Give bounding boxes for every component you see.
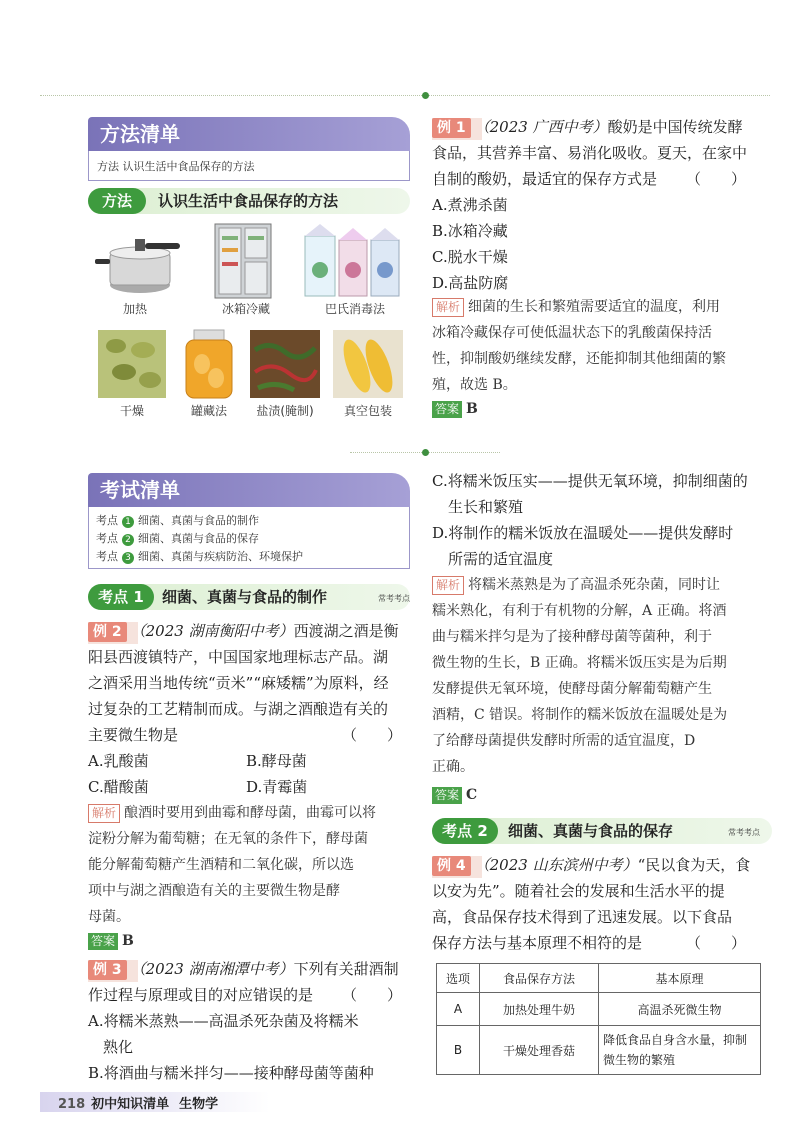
table-cell: 干燥处理香菇 bbox=[480, 1026, 599, 1075]
method-pill-tag: 方法 bbox=[88, 188, 146, 214]
example1-option-a: A.煮沸杀菌 bbox=[432, 196, 508, 214]
example3-stem-1: 作过程与原理或目的对应错误的是 bbox=[88, 986, 314, 1004]
exam-point-3 bbox=[96, 548, 303, 564]
example3-bracket: （ ） bbox=[342, 986, 403, 1004]
example1-stem-0: 酸奶是中国传统发酵 bbox=[607, 118, 743, 136]
answer-value: C bbox=[466, 787, 478, 803]
example3-analysis-6: 了给酵母菌提供发酵时所需的适宜温度，D bbox=[432, 733, 696, 749]
pressure-cooker-icon bbox=[95, 225, 185, 297]
example2-line1 bbox=[88, 618, 418, 644]
example4-bracket: （ ） bbox=[686, 934, 747, 952]
example3-analysis-1: 糯米熟化，有利于有机物的分解，A 正确。将酒 bbox=[432, 603, 727, 619]
example2-stem-1: 阳县西渡镇特产，中国国家地理标志产品。湖 bbox=[88, 648, 389, 666]
exam-point-prefix: 考点 bbox=[96, 550, 118, 563]
example2-option-d: D.青霉菌 bbox=[246, 778, 308, 796]
example1-label: 例 1 bbox=[432, 118, 471, 138]
point1-note: 常考考点 bbox=[378, 594, 410, 603]
example2-stem-3: 过复杂的工艺精制而成。与湖之酒酿造有关的 bbox=[88, 700, 389, 718]
example2-analysis-4: 母菌。 bbox=[88, 909, 130, 925]
example4-stem-0: “民以食为天，食 bbox=[637, 856, 751, 874]
analysis-text: 细菌的生长和繁殖需要适宜的温度，利用 bbox=[468, 299, 721, 315]
example3-option-c-cont: 生长和繁殖 bbox=[448, 498, 524, 516]
middle-divider-dot bbox=[422, 449, 429, 456]
example4-label: 例 4 bbox=[432, 856, 471, 876]
table-row bbox=[437, 1026, 761, 1075]
exam-point-text: 细菌、真菌与疾病防治、环境保护 bbox=[138, 550, 303, 563]
example1-line1 bbox=[432, 114, 772, 140]
example4-stem-2: 高，食品保存技术得到了迅速发展。以下食品 bbox=[432, 908, 733, 926]
analysis-text: 将糯米蒸熟是为了高温杀死杂菌，同时让 bbox=[468, 577, 721, 593]
analysis-label: 解析 bbox=[432, 298, 464, 317]
method-banner-title: 方法清单 bbox=[100, 122, 180, 146]
dried-food-icon bbox=[98, 330, 166, 398]
image-caption: 冰箱冷藏 bbox=[221, 302, 270, 316]
example2-analysis-0 bbox=[88, 800, 376, 826]
image-caption: 盐渍(腌制) bbox=[256, 404, 314, 418]
example1-answer bbox=[432, 396, 478, 422]
image-caption: 干燥 bbox=[119, 404, 144, 418]
example3-analysis-7: 正确。 bbox=[432, 759, 474, 775]
example1-analysis-0 bbox=[432, 294, 720, 320]
example3-stem-0: 下列有关甜酒制 bbox=[293, 960, 399, 978]
exam-point-num: 2 bbox=[122, 534, 134, 546]
image-caption: 罐藏法 bbox=[190, 404, 227, 418]
exam-point-prefix: 考点 bbox=[96, 532, 118, 545]
example3-analysis-5: 酒精，C 错误。将制作的糯米饭放在温暖处是为 bbox=[432, 707, 728, 723]
table-header-cell: 食品保存方法 bbox=[480, 964, 599, 993]
vacuum-packed-corn-icon bbox=[333, 330, 403, 398]
example2-analysis-1: 淀粉分解为葡萄糖；在无氧的条件下，酵母菌 bbox=[88, 831, 368, 847]
example3-option-a: A.将糯米蒸熟——高温杀死杂菌及将糯米 bbox=[88, 1012, 359, 1030]
canned-fruit-jar-icon bbox=[182, 328, 236, 400]
example3-option-d: D.将制作的糯米饭放在温暖处——提供发酵时 bbox=[432, 524, 734, 542]
example3-analysis-0 bbox=[432, 572, 720, 598]
example3-source: （2023 湖南湘潭中考） bbox=[130, 960, 294, 978]
footer bbox=[58, 1093, 218, 1112]
example2-source: （2023 湖南衡阳中考） bbox=[130, 622, 294, 640]
example2-option-a: A.乳酸菌 bbox=[88, 752, 149, 770]
point1-title: 细菌、真菌与食品的制作 bbox=[162, 588, 328, 606]
example2-stem-2: 之酒采用当地传统“贡米”“麻矮糯”为原料，经 bbox=[88, 674, 389, 692]
example1-analysis-3: 殖，故选 B。 bbox=[432, 377, 517, 393]
example4-stem-3: 保存方法与基本原理不相符的是 bbox=[432, 934, 643, 952]
example2-bracket: （ ） bbox=[342, 726, 403, 744]
table-header-row bbox=[437, 964, 761, 993]
method-pill-title: 认识生活中食品保存的方法 bbox=[158, 192, 339, 210]
answer-label: 答案 bbox=[432, 787, 462, 804]
page-number: 218 bbox=[58, 1097, 86, 1112]
example1-source: （2023 广西中考） bbox=[474, 118, 608, 136]
example3-analysis-4: 发酵提供无氧环境，使酵母菌分解葡萄糖产生 bbox=[432, 681, 712, 697]
table-cell: 加热处理牛奶 bbox=[480, 993, 599, 1026]
answer-label: 答案 bbox=[88, 933, 118, 950]
example2-option-b: B.酵母菌 bbox=[246, 752, 307, 770]
salted-vegetables-icon bbox=[250, 330, 320, 398]
exam-banner bbox=[88, 473, 410, 507]
example3-label: 例 3 bbox=[88, 960, 127, 980]
point2-tag: 考点 2 bbox=[432, 818, 498, 844]
example3-answer bbox=[432, 782, 477, 808]
point1-tag: 考点 1 bbox=[88, 584, 154, 610]
example2-label: 例 2 bbox=[88, 622, 127, 642]
image-caption: 真空包装 bbox=[343, 404, 392, 418]
milk-cartons-icon bbox=[303, 222, 403, 298]
top-divider-dot bbox=[422, 92, 429, 99]
example1-option-b: B.冰箱冷藏 bbox=[432, 222, 508, 240]
method-banner bbox=[88, 117, 410, 151]
point2-note: 常考考点 bbox=[728, 828, 760, 837]
example4-table bbox=[436, 963, 761, 1075]
example1-bracket: （ ） bbox=[686, 170, 747, 188]
table-cell: 高温杀死微生物 bbox=[599, 993, 761, 1026]
example2-stem-0: 西渡湖之酒是衡 bbox=[293, 622, 399, 640]
example3-analysis-3: 微生物的生长，B 正确。将糯米饭压实是为后期 bbox=[432, 655, 727, 671]
example1-stem-1: 食品，其营养丰富、易消化吸收。夏天，在家中 bbox=[432, 144, 748, 162]
example2-analysis-2: 能分解葡萄糖产生酒精和二氧化碳，所以选 bbox=[88, 857, 354, 873]
example1-option-d: D.高盐防腐 bbox=[432, 274, 509, 292]
refrigerator-icon bbox=[213, 222, 273, 300]
analysis-label: 解析 bbox=[432, 576, 464, 595]
image-caption: 加热 bbox=[122, 302, 147, 316]
point2-title: 细菌、真菌与食品的保存 bbox=[508, 822, 674, 840]
answer-label: 答案 bbox=[432, 401, 462, 418]
example2-stem-4: 主要微生物是 bbox=[88, 726, 179, 744]
example3-option-d-cont: 所需的适宜温度 bbox=[448, 550, 554, 568]
example1-stem-2: 自制的酸奶，最适宜的保存方式是 bbox=[432, 170, 658, 188]
example4-line1 bbox=[432, 852, 772, 878]
example3-analysis-2: 曲与糯米拌匀是为了接种酵母菌等菌种，利于 bbox=[432, 629, 712, 645]
example3-option-c: C.将糯米饭压实——提供无氧环境，抑制细菌的 bbox=[432, 472, 748, 490]
example1-analysis-1: 冰箱冷藏保存可使低温状态下的乳酸菌保持活 bbox=[432, 325, 712, 341]
example4-source: （2023 山东滨州中考） bbox=[474, 856, 638, 874]
subject: 生物学 bbox=[179, 1097, 219, 1112]
table-cell: B bbox=[437, 1026, 480, 1075]
table-cell: 降低食品自身含水量，抑制微生物的繁殖 bbox=[599, 1026, 761, 1075]
analysis-label: 解析 bbox=[88, 804, 120, 823]
example1-option-c: C.脱水干燥 bbox=[432, 248, 508, 266]
exam-point-text: 细菌、真菌与食品的保存 bbox=[138, 532, 259, 545]
method-subtitle-box bbox=[88, 151, 410, 181]
answer-value: B bbox=[466, 401, 478, 417]
exam-point-1 bbox=[96, 512, 259, 528]
image-caption: 巴氏消毒法 bbox=[324, 302, 385, 316]
exam-point-text: 细菌、真菌与食品的制作 bbox=[138, 514, 259, 527]
top-divider bbox=[40, 95, 770, 100]
exam-banner-title: 考试清单 bbox=[100, 478, 180, 502]
example3-option-b: B.将酒曲与糯米拌匀——接种酵母菌等菌种 bbox=[88, 1064, 374, 1082]
example4-stem-1: 以安为先”。随着社会的发展和生活水平的提 bbox=[432, 882, 725, 900]
example1-analysis-2: 性，抑制酸奶继续发酵，还能抑制其他细菌的繁 bbox=[432, 351, 726, 367]
book-title: 初中知识清单 bbox=[91, 1097, 170, 1112]
exam-point-num: 1 bbox=[122, 516, 134, 528]
exam-point-num: 3 bbox=[122, 552, 134, 564]
answer-value: B bbox=[122, 933, 134, 949]
example3-option-a-cont: 熟化 bbox=[103, 1038, 134, 1056]
example2-answer bbox=[88, 928, 134, 954]
example2-analysis-3: 项中与湖之酒酿造有关的主要微生物是酵 bbox=[88, 883, 340, 899]
exam-point-prefix: 考点 bbox=[96, 514, 118, 527]
table-cell: A bbox=[437, 993, 480, 1026]
method-subtitle: 方法 认识生活中食品保存的方法 bbox=[97, 160, 255, 173]
example3-line1 bbox=[88, 956, 418, 982]
example2-option-c: C.醋酸菌 bbox=[88, 778, 149, 796]
table-row bbox=[437, 993, 761, 1026]
table-header-cell: 选项 bbox=[437, 964, 480, 993]
exam-point-2 bbox=[96, 530, 259, 546]
table-header-cell: 基本原理 bbox=[599, 964, 761, 993]
analysis-text: 酿酒时要用到曲霉和酵母菌，曲霉可以将 bbox=[124, 805, 377, 821]
